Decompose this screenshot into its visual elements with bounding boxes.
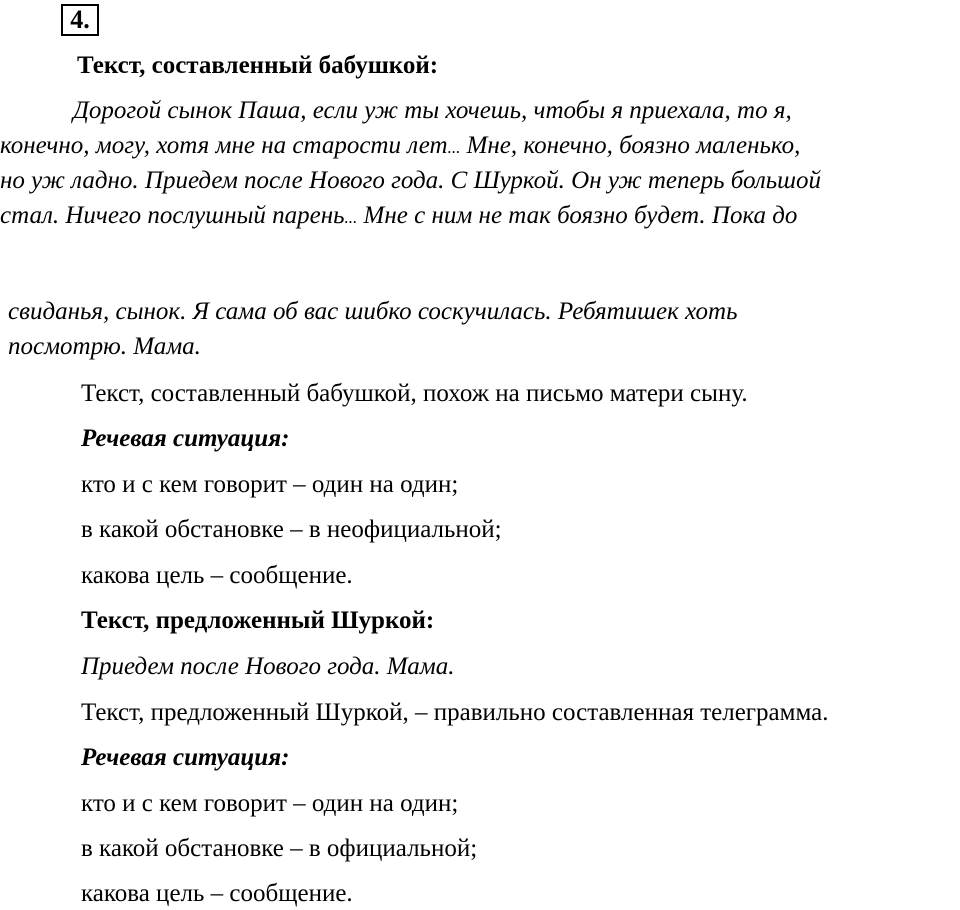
letter-line-2-text-b: Мне, конечно, боязно маленько, <box>466 132 801 159</box>
letter-line-4 <box>0 201 797 233</box>
ellipsis: ... <box>447 138 461 157</box>
letter-line-3: но уж ладно. Приедем после Нового года. С Шуркой. Он уж теперь большой <box>0 167 821 194</box>
grandmother-conclusion: Текст, составленный бабушкой, похож на письмо матери сыну. <box>81 380 748 407</box>
situation-1-who: кто и с кем говорит – один на один; <box>81 471 459 498</box>
situation-1-goal: какова цель – сообщение. <box>81 562 353 589</box>
grandmother-text-heading: Текст, составленный бабушкой: <box>77 52 439 79</box>
ellipsis: ... <box>344 208 358 227</box>
letter-line-5: свиданья, сынок. Я сама об вас шибко соскучилась. Ребятишек хоть <box>8 298 738 325</box>
letter-line-4-text-a: стал. Ничего послушный парень <box>0 202 345 229</box>
situation-2-goal: какова цель – сообщение. <box>81 880 353 907</box>
letter-line-6: посмотрю. Мама. <box>8 333 201 360</box>
shurka-text-heading: Текст, предложенный Шуркой: <box>81 607 435 634</box>
letter-line-1: Дорогой сынок Паша, если уж ты хочешь, чтобы я приехала, то я, <box>73 97 792 124</box>
speech-situation-heading-2: Речевая ситуация: <box>81 744 290 771</box>
situation-2-who: кто и с кем говорит – один на один; <box>81 790 459 817</box>
speech-situation-heading-1: Речевая ситуация: <box>81 425 290 452</box>
task-number: 4. <box>61 4 99 36</box>
shurka-conclusion: Текст, предложенный Шуркой, – правильно составленная телеграмма. <box>81 699 829 726</box>
letter-line-4-text-b: Мне с ним не так боязно будет. Пока до <box>363 202 798 229</box>
telegram-text: Приедем после Нового года. Мама. <box>81 653 455 680</box>
situation-2-setting: в какой обстановке – в официальной; <box>81 835 478 862</box>
letter-line-2-text-a: конечно, могу, хотя мне на старости лет <box>0 132 448 159</box>
letter-line-2 <box>0 131 800 163</box>
situation-1-setting: в какой обстановке – в неофициальной; <box>81 516 502 543</box>
